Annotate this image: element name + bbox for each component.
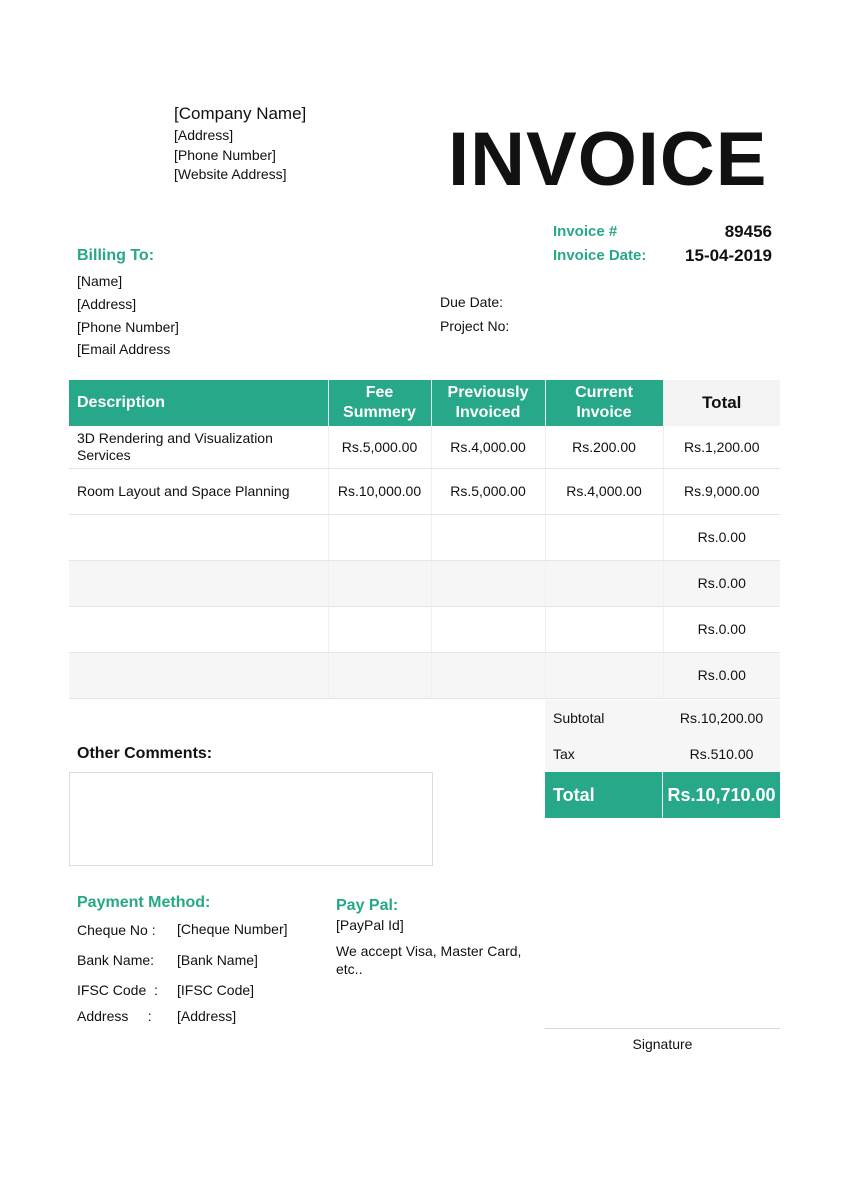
cheque-value: [Cheque Number]: [177, 921, 288, 937]
header-fee-summery: Fee Summery: [328, 380, 431, 426]
invoice-title: INVOICE: [448, 117, 768, 202]
cell-description: [69, 560, 328, 606]
grand-total-label: Total: [553, 785, 595, 805]
table-row: [69, 606, 780, 652]
cell-current: [545, 560, 663, 606]
cell-total: Rs.0.00: [663, 560, 780, 606]
cell-current: Rs.200.00: [545, 426, 663, 468]
bank-label: Bank Name:: [77, 952, 155, 968]
cell-fee: [328, 652, 431, 698]
cell-previous: Rs.5,000.00: [431, 468, 545, 514]
cell-total: Rs.9,000.00: [663, 468, 780, 514]
payment-address-value: [Address]: [177, 1008, 237, 1024]
cell-current: [545, 514, 663, 560]
cell-previous: [431, 652, 545, 698]
project-no-label: Project No:: [440, 318, 510, 334]
invoice-number-value: 89456: [724, 222, 772, 241]
cell-total: Rs.0.00: [663, 652, 780, 698]
cell-fee: [328, 560, 431, 606]
table-header-row: [69, 380, 780, 426]
bank-value: [Bank Name]: [177, 952, 258, 968]
grand-total-value: Rs.10,710.00: [667, 785, 776, 805]
cell-previous: Rs.4,000.00: [431, 426, 545, 468]
cell-description: [69, 514, 328, 560]
signature-label: Signature: [632, 1036, 693, 1052]
cell-previous: [431, 560, 545, 606]
table-row: [69, 468, 780, 514]
cell-current: [545, 606, 663, 652]
ifsc-value: [IFSC Code]: [177, 982, 255, 998]
table-row: [69, 652, 780, 698]
comments-box[interactable]: [69, 772, 433, 866]
header-previously-invoiced: Previously Invoiced: [431, 380, 545, 426]
table-row: [69, 514, 780, 560]
billing-address: [Address]: [77, 296, 137, 312]
payment-address-label: Address :: [77, 1008, 152, 1024]
cell-description: 3D Rendering and Visualization Services: [69, 426, 328, 468]
paypal-note: We accept Visa, Master Card, etc..: [336, 943, 522, 977]
cell-total: Rs.0.00: [663, 606, 780, 652]
comments-heading: Other Comments:: [77, 745, 213, 762]
header-description: Description: [69, 380, 328, 426]
paypal-heading: Pay Pal:: [336, 897, 399, 914]
table-row: [69, 560, 780, 606]
cell-previous: [431, 606, 545, 652]
payment-heading: Payment Method:: [77, 894, 211, 911]
company-phone: [Phone Number]: [174, 147, 276, 163]
table-row: [69, 426, 780, 468]
tax-row: [545, 736, 780, 772]
billing-name: [Name]: [77, 273, 123, 289]
grand-total-bar: [545, 772, 780, 818]
billing-heading: Billing To:: [77, 247, 155, 264]
tax-value: Rs.510.00: [689, 746, 754, 762]
due-date-label: Due Date:: [440, 294, 504, 310]
company-website: [Website Address]: [174, 166, 287, 182]
tax-label: Tax: [553, 746, 575, 762]
subtotal-row: [545, 700, 780, 736]
cell-current: Rs.4,000.00: [545, 468, 663, 514]
subtotal-value: Rs.10,200.00: [679, 710, 764, 726]
signature-line: [545, 1028, 780, 1029]
invoice-date-label: Invoice Date:: [553, 247, 647, 264]
billing-email: [Email Address: [77, 341, 171, 357]
company-name: [Company Name]: [174, 104, 307, 123]
cell-description: [69, 606, 328, 652]
header-current-invoice: Current Invoice: [545, 380, 663, 426]
ifsc-label: IFSC Code :: [77, 982, 158, 998]
billing-phone: [Phone Number]: [77, 319, 179, 335]
invoice-number-label: Invoice #: [553, 223, 618, 240]
cell-fee: Rs.5,000.00: [328, 426, 431, 468]
cell-fee: [328, 514, 431, 560]
company-address: [Address]: [174, 127, 234, 143]
subtotal-label: Subtotal: [553, 710, 605, 726]
cell-fee: Rs.10,000.00: [328, 468, 431, 514]
cell-description: Room Layout and Space Planning: [69, 468, 328, 514]
paypal-id: [PayPal Id]: [336, 917, 404, 933]
cell-description: [69, 652, 328, 698]
cell-fee: [328, 606, 431, 652]
header-total: Total: [663, 380, 780, 426]
cell-previous: [431, 514, 545, 560]
cell-total: Rs.0.00: [663, 514, 780, 560]
cheque-label: Cheque No :: [77, 922, 156, 938]
invoice-date-value: 15-04-2019: [685, 246, 772, 265]
cell-current: [545, 652, 663, 698]
items-table: [69, 380, 780, 699]
cell-total: Rs.1,200.00: [663, 426, 780, 468]
